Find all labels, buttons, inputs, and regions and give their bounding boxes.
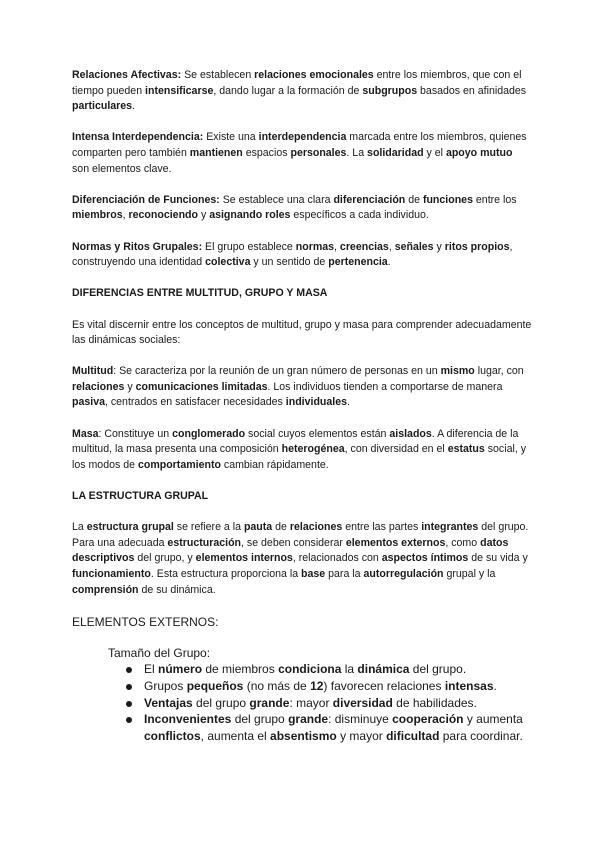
bullet-text: Ventajas del grupo grande: mayor diversidad de habilidades. bbox=[144, 695, 477, 710]
list-item bbox=[126, 661, 532, 678]
heading-elementos-externos: ELEMENTOS EXTERNOS: bbox=[72, 614, 219, 629]
bullet-text: El número de miembros condiciona la dinámica del grupo. bbox=[144, 662, 467, 677]
paragraph-normas-ritos: Normas y Ritos Grupales: El grupo establece normas, creencias, señales y ritos propios, construyendo una identidad colectiva y un sentido de pertenencia. bbox=[72, 240, 513, 269]
bullet-text: Grupos pequeños (no más de 12) favorecen relaciones intensas. bbox=[144, 678, 497, 693]
list-item bbox=[126, 695, 532, 712]
paragraph-relaciones-afectivas: Relaciones Afectivas: Se establecen relaciones emocionales entre los miembros, que con el tiempo pueden intensificarse, dando lugar a la formación de subgrupos basados en afinidades particulares. bbox=[72, 69, 527, 113]
paragraph-masa: Masa: Constituye un conglomerado social cuyos elementos están aislados. A diferencia de la multitud, la masa presenta una composición heterogénea, con diversidad en el estatus social, y los modos de comportamiento cambian rápidamente. bbox=[72, 427, 527, 471]
bullet-icon bbox=[126, 667, 132, 673]
bullet-list-tamano bbox=[72, 661, 532, 744]
heading-estructura-grupal: LA ESTRUCTURA GRUPAL bbox=[72, 490, 209, 503]
bullet-icon bbox=[126, 701, 132, 707]
paragraph-intensa-interdependencia: Intensa Interdependencia: Existe una interdependencia marcada entre los miembros, quienes comparten pero también mantienen espacios personales. La solidaridad y el apoyo mutuo son elementos clave. bbox=[72, 131, 527, 175]
paragraph-intro-diferencias: Es vital discernir entre los conceptos de multitud, grupo y masa para comprender adecuadamente las dinámicas sociales: bbox=[72, 318, 532, 347]
bullet-icon bbox=[126, 684, 132, 690]
paragraph-estructura-grupal: La estructura grupal se refiere a la pauta de relaciones entre las partes integrantes del grupo. Para una adecuada estructuración, se deben considerar elementos externos, como datos descriptivos del grupo, y elementos internos, relacionados con aspectos íntimos de su vida y funcionamiento. Esta estructura proporciona la base para la autorregulación grupal y la comprensión de su dinámica. bbox=[72, 521, 529, 596]
bullet-icon bbox=[126, 717, 132, 723]
document-page bbox=[72, 68, 532, 744]
heading-diferencias: DIFERENCIAS ENTRE MULTITUD, GRUPO Y MASA bbox=[72, 287, 328, 300]
paragraph-diferenciacion-funciones: Diferenciación de Funciones: Se establece una clara diferenciación de funciones entre los miembros, reconociendo y asignando roles específicos a cada individuo. bbox=[72, 193, 517, 222]
paragraph-multitud: Multitud: Se caracteriza por la reunión de un gran número de personas en un mismo lugar, con relaciones y comunicaciones limitadas. Los individuos tienden a comportarse de manera pasiva, centrados en satisfacer necesidades individuales. bbox=[72, 365, 524, 409]
list-item bbox=[126, 711, 532, 744]
label-tamano-grupo: Tamaño del Grupo: bbox=[108, 646, 211, 661]
list-item bbox=[126, 678, 532, 695]
bullet-text: Inconvenientes del grupo grande: disminuye cooperación y aumenta conflictos, aumenta el absentismo y mayor dificultad para coordinar. bbox=[144, 712, 523, 743]
